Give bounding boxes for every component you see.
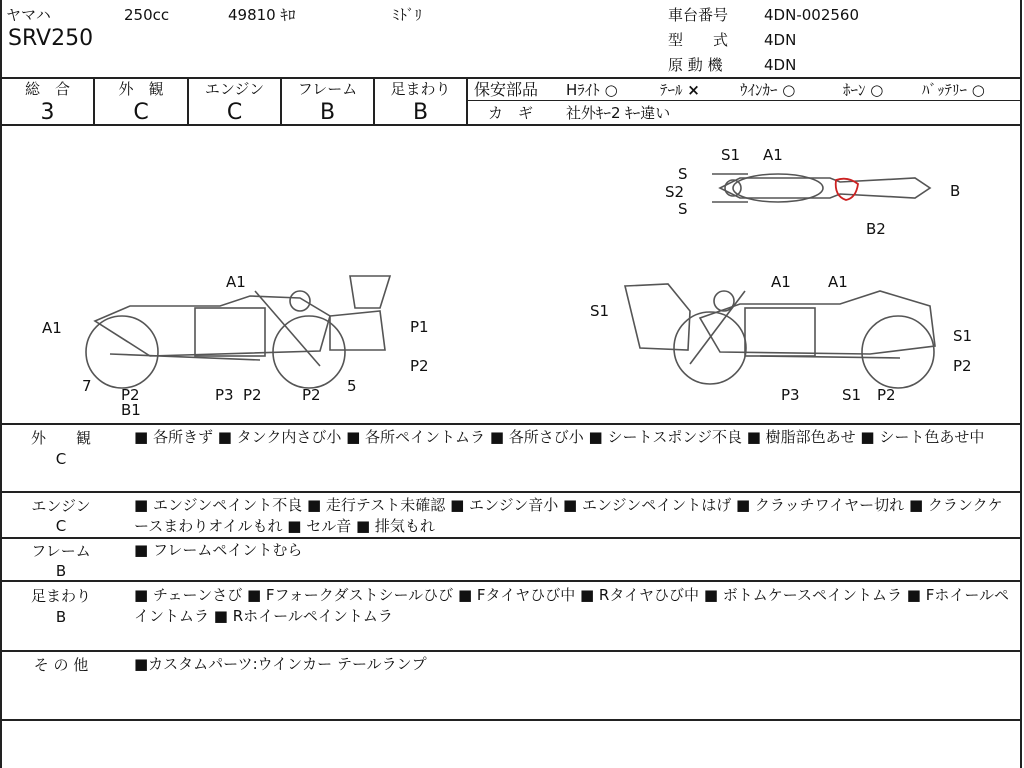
- label-left-p2-front: P2: [410, 357, 429, 375]
- tail-mark: ×: [687, 81, 700, 99]
- divider-note-4: [0, 650, 1022, 652]
- divider-note-3: [0, 580, 1022, 582]
- grade-suspension-label: 足まわり: [390, 80, 451, 98]
- engine-value: 4DN: [764, 56, 797, 74]
- note-exterior-grade: C: [55, 450, 67, 468]
- safety-item-battery: ﾊﾞｯﾃﾘｰ ○: [922, 81, 985, 99]
- label-right-a1-side: A1: [828, 273, 848, 291]
- label-top-a1: A1: [763, 146, 783, 164]
- label-left-a1-rear: A1: [42, 319, 62, 337]
- label-left-p3: P3: [215, 386, 234, 404]
- left-side-bike: [86, 276, 390, 388]
- grade-frame-value: B: [319, 100, 336, 125]
- label-left-5: 5: [347, 377, 357, 395]
- label-right-s1-box: S1: [590, 302, 610, 320]
- grade-sep-5: [466, 78, 468, 125]
- grade-engine-label: エンジン: [204, 80, 265, 98]
- label-right-s1-rear: S1: [953, 327, 973, 345]
- key-label: カ ギ: [488, 104, 534, 122]
- label-right-p2-bottom: P2: [877, 386, 896, 404]
- safety-item-tail: ﾃｰﾙ ×: [660, 81, 700, 99]
- mileage: 49810 ｷﾛ: [228, 6, 296, 24]
- divider-note-2: [0, 537, 1022, 539]
- safety-item-horn: ﾎｰﾝ ○: [843, 81, 884, 99]
- body-color: ﾐﾄﾞﾘ: [392, 6, 423, 24]
- maker: ヤマハ: [6, 6, 51, 24]
- label-top-s-a: S: [678, 165, 688, 183]
- note-exterior-category: 外 観: [30, 429, 91, 447]
- label-left-p1: P1: [410, 318, 429, 336]
- label-top-s1: S1: [721, 146, 741, 164]
- note-frame-text: ■ フレームペイントむら: [134, 541, 303, 559]
- model-name: SRV250: [8, 26, 94, 51]
- note-engine-text: ■ エンジンペイント不良 ■ 走行テスト未確認 ■ エンジン音小 ■ エンジンペイントはげ ■ クラッチワイヤー切れ ■ クランクケースまわりオイルもれ ■ セル音 ■ 排気もれ: [134, 496, 1003, 535]
- note-suspension-category: 足まわり: [30, 587, 91, 605]
- label-right-s1-bottom: S1: [842, 386, 862, 404]
- note-frame-category: フレーム: [31, 542, 91, 560]
- note-suspension-grade: B: [55, 608, 67, 626]
- note-other-category: そ の 他: [33, 656, 89, 674]
- safety-title: 保安部品: [474, 80, 539, 99]
- note-suspension-text: ■ チェーンさび ■ Fフォークダストシールひび ■ Fタイヤひび中 ■ Rタイヤひび中 ■ ボトムケースペイントムラ ■ Fホイールペイントムラ ■ Rホイールペイントムラ: [134, 586, 1010, 625]
- label-left-p2-fork: P2: [302, 386, 321, 404]
- label-left-p2-rear: P2: [121, 386, 140, 404]
- note-engine-grade: C: [55, 517, 67, 535]
- label-top-s2: S2: [665, 183, 685, 201]
- label-left-b1: B1: [121, 401, 141, 419]
- grade-frame-label: フレーム: [297, 80, 358, 98]
- divider-diagram: [0, 423, 1022, 425]
- note-engine-category: エンジン: [31, 497, 91, 515]
- grade-overall-value: 3: [40, 100, 55, 125]
- chassis-label: 車台番号: [668, 6, 729, 24]
- safety-item-winker: ｳｲﾝｶｰ ○: [740, 81, 796, 99]
- divider-note-1: [0, 491, 1022, 493]
- damage-diagram: [0, 126, 1022, 422]
- grade-exterior-label: 外 観: [118, 80, 164, 98]
- top-view-bike: [712, 174, 930, 202]
- label-left-a1-tank: A1: [226, 273, 246, 291]
- divider-header: [0, 77, 1022, 79]
- type-value: 4DN: [764, 31, 797, 49]
- displacement: 250cc: [124, 6, 170, 24]
- grade-overall-label: 総 合: [24, 80, 70, 98]
- label-right-p3: P3: [781, 386, 800, 404]
- note-exterior-text: ■ 各所きず ■ タンク内さび小 ■ 各所ペイントムラ ■ 各所さび小 ■ シートスポンジ不良 ■ 樹脂部色あせ ■ シート色あせ中: [134, 428, 985, 446]
- divider-note-5: [0, 719, 1022, 721]
- headlight-mark: ○: [604, 81, 618, 99]
- note-other-text: ■カスタムパーツ:ウインカー テールランプ: [134, 655, 427, 673]
- chassis-value: 4DN-002560: [764, 6, 859, 24]
- grade-exterior-value: C: [133, 100, 149, 125]
- note-frame-grade: B: [55, 562, 67, 580]
- grade-suspension-value: B: [412, 100, 429, 125]
- horn-mark: ○: [870, 81, 884, 99]
- battery-mark: ○: [971, 81, 985, 99]
- label-top-s-b: S: [678, 200, 688, 218]
- type-label: 型 式: [668, 31, 729, 49]
- engine-label: 原 動 機: [668, 56, 723, 74]
- winker-mark: ○: [782, 81, 796, 99]
- label-left-p2-mid: P2: [243, 386, 262, 404]
- label-right-a1-tank: A1: [771, 273, 791, 291]
- label-left-7: 7: [82, 377, 92, 395]
- safety-divider: [467, 100, 1022, 101]
- key-value: 社外ｷｰ2 ｷｰ違い: [566, 104, 671, 122]
- label-top-b: B: [950, 182, 961, 200]
- label-right-p2-rear: P2: [953, 357, 972, 375]
- safety-item-headlight: Hﾗｲﾄ ○: [566, 81, 618, 99]
- label-top-b2: B2: [866, 220, 886, 238]
- right-side-bike: [625, 284, 935, 388]
- grade-engine-value: C: [226, 100, 243, 125]
